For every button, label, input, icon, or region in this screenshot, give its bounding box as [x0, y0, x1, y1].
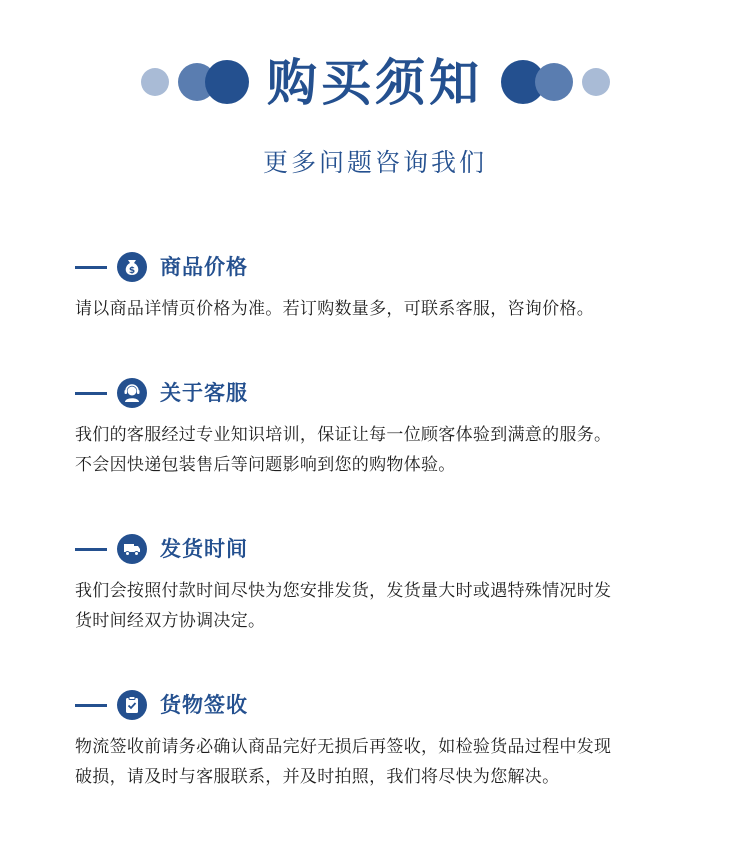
section-divider-line	[75, 704, 107, 707]
section-title: 商品价格	[160, 255, 248, 279]
section-customer-service	[75, 376, 695, 480]
section-price	[75, 250, 695, 324]
page-header	[0, 48, 750, 118]
section-header	[75, 532, 695, 566]
section-title: 发货时间	[160, 537, 248, 561]
section-text-line: 我们会按照付款时间尽快为您安排发货，发货量大时或遇特殊情况时发	[75, 581, 612, 601]
section-body	[75, 294, 695, 324]
svg-text:$: $	[128, 266, 136, 276]
section-text-line: 货时间经双方协调决定。	[75, 611, 266, 631]
section-text-line: 请以商品详情页价格为准。若订购数量多，可联系客服，咨询价格。	[75, 299, 594, 319]
page-title: 购买须知	[267, 54, 483, 112]
section-delivery-receipt	[75, 688, 695, 792]
money-bag-icon	[117, 252, 147, 282]
section-body	[75, 420, 695, 480]
delivery-truck-icon	[117, 534, 147, 564]
section-title: 关于客服	[160, 381, 248, 405]
section-header	[75, 376, 695, 410]
section-title: 货物签收	[160, 693, 248, 717]
section-header	[75, 688, 695, 722]
section-text-line: 破损，请及时与客服联系，并及时拍照，我们将尽快为您解决。	[75, 767, 560, 787]
section-shipping-time	[75, 532, 695, 636]
section-text-line: 我们的客服经过专业知识培训，保证让每一位顾客体验到满意的服务。	[75, 425, 612, 445]
page-subtitle: 更多问题咨询我们	[262, 148, 487, 177]
section-text-line: 不会因快递包装售后等问题影响到您的购物体验。	[75, 455, 456, 475]
section-divider-line	[75, 392, 107, 395]
section-header	[75, 250, 695, 284]
section-body	[75, 576, 695, 636]
section-text-line: 物流签收前请务必确认商品完好无损后再签收，如检验货品过程中发现	[75, 737, 612, 757]
section-divider-line	[75, 266, 107, 269]
section-body	[75, 732, 695, 792]
clipboard-check-icon	[117, 690, 147, 720]
customer-service-icon	[117, 378, 147, 408]
section-divider-line	[75, 548, 107, 551]
